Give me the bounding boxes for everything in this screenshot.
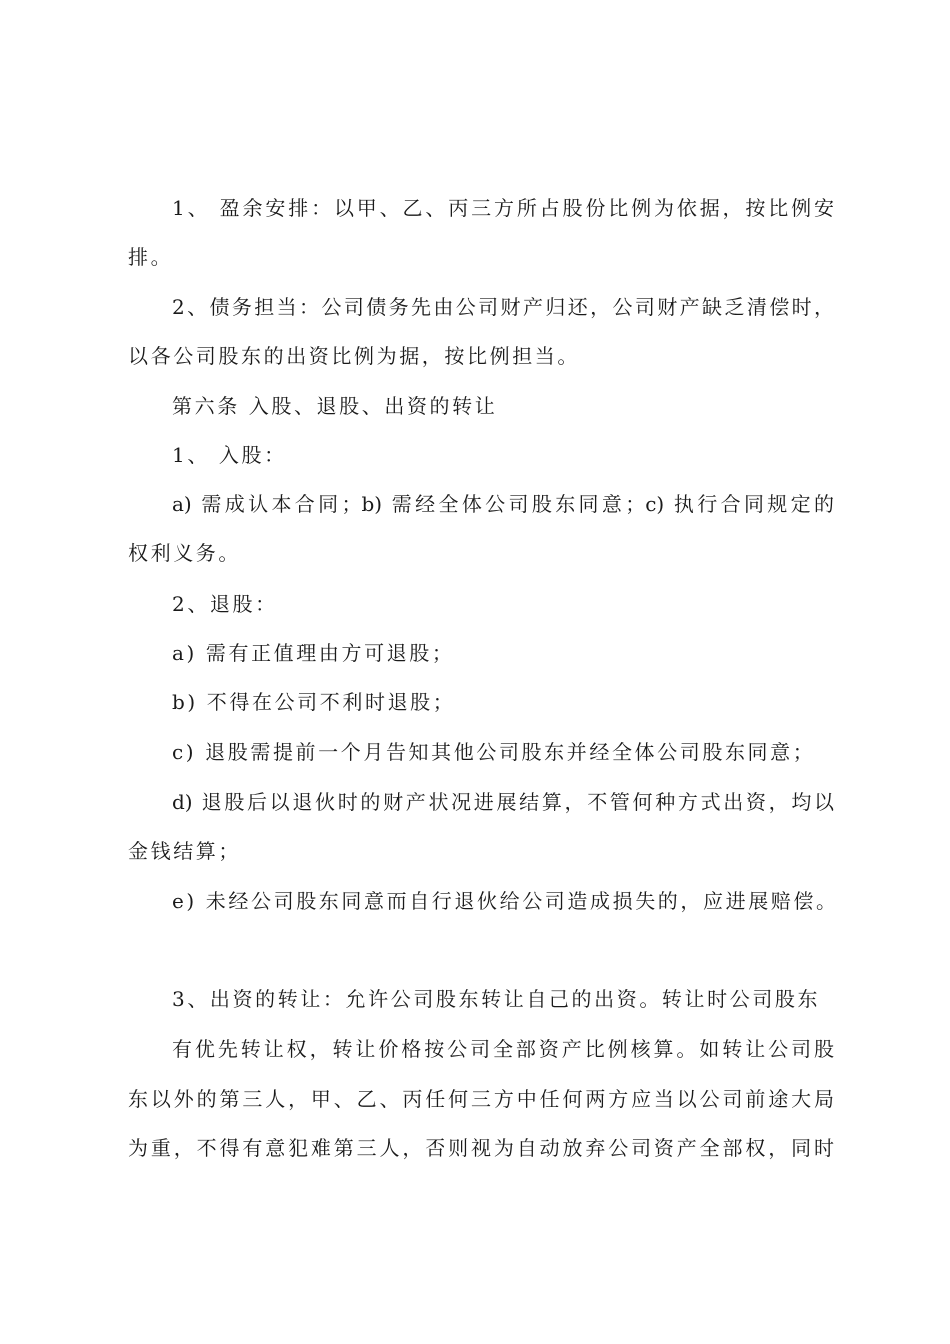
- join-heading: 1、 入股：: [172, 443, 287, 467]
- withdraw-item-e: e) 未经公司股东同意而自行退伙给公司造成损失的，应进展赔偿。: [172, 889, 839, 913]
- withdraw-item-d-line-2: 金钱结算；: [128, 839, 241, 863]
- withdraw-item-b: b) 不得在公司不利时退股；: [172, 690, 456, 714]
- join-conditions-line-2: 权利义务。: [128, 541, 241, 565]
- profit-clause-line-2: 排。: [128, 245, 174, 269]
- transfer-clause-line-3: 东以外的第三人，甲、乙、丙任何三方中任何两方应当以公司前途大局: [128, 1087, 834, 1111]
- transfer-clause-line-2: 有优先转让权，转让价格按公司全部资产比例核算。如转让公司股: [172, 1037, 834, 1061]
- transfer-clause-line-4: 为重，不得有意犯难第三人，否则视为自动放弃公司资产全部权，同时: [128, 1136, 834, 1160]
- withdraw-heading: 2、退股：: [172, 592, 278, 616]
- join-conditions-line-1: a) 需成认本合同；b) 需经全体公司股东同意；c) 执行合同规定的: [172, 492, 834, 516]
- profit-clause-line-1: 1、 盈余安排：以甲、乙、丙三方所占股份比例为依据，按比例安: [172, 196, 834, 220]
- withdraw-item-d-line-1: d) 退股后以退伙时的财产状况进展结算，不管何种方式出资，均以: [172, 790, 834, 814]
- transfer-clause-line-1: 3、出资的转让：允许公司股东转让自己的出资。转让时公司股东: [172, 987, 821, 1011]
- withdraw-item-a: a) 需有正值理由方可退股；: [172, 641, 455, 665]
- article-six-heading: 第六条 入股、退股、出资的转让: [172, 394, 498, 418]
- withdraw-item-c: c) 退股需提前一个月告知其他公司股东并经全体公司股东同意；: [172, 740, 816, 764]
- debt-clause-line-1: 2、债务担当：公司债务先由公司财产归还，公司财产缺乏清偿时，: [172, 295, 834, 319]
- debt-clause-line-2: 以各公司股东的出资比例为据，按比例担当。: [128, 344, 580, 368]
